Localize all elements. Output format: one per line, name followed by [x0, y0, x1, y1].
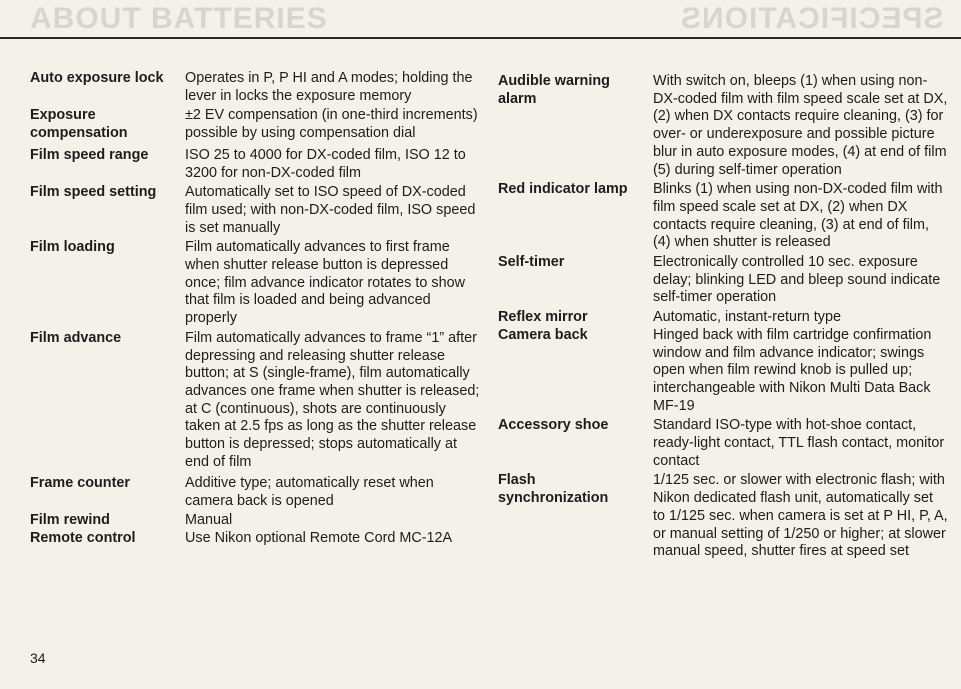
spec-desc: Blinks (1) when using non-DX-coded film with film speed scale set at DX, (2) when DX contacts require cleaning, (3) at end of film, (4) when shutter is released: [653, 181, 943, 251]
header-rule: [0, 37, 961, 39]
spec-entry: [30, 512, 480, 530]
spec-entry: [30, 89, 480, 142]
spec-desc: Use Nikon optional Remote Cord MC-12A: [185, 529, 453, 546]
spec-entry: [30, 475, 480, 510]
spec-column-right: [498, 70, 948, 561]
spec-term: Film speed range: [30, 146, 149, 163]
spec-term: Film rewind: [30, 511, 110, 528]
spec-term: Film speed setting: [30, 184, 157, 201]
spec-entry: [498, 472, 948, 561]
spec-desc: Standard ISO-type with hot-shoe contact, ready-light contact, TTL flash contact, monitor contact: [653, 417, 945, 469]
spec-desc: ±2 EV compensation (in one-third increments) possible by using compensation dial: [185, 107, 478, 142]
spec-entry: [30, 184, 480, 237]
spec-desc: With switch on, bleeps (1) when using non-DX-coded film with film speed scale set at DX, (2) when DX contacts require cleaning, (3) for over- or underexposure and possible picture blur in auto exposure modes, (4) at end of film (5) during self-timer operation: [653, 73, 948, 178]
spec-term: Audible warning alarm: [498, 73, 610, 107]
spec-entry: [30, 147, 480, 182]
spec-term: Self-timer: [498, 254, 565, 271]
spec-term: Accessory shoe: [498, 417, 609, 434]
show-through-title-right: SPECIFICATIONS: [679, 2, 943, 35]
spec-desc: Film automatically advances to first frame when shutter release button is depressed once; film advance indicator rotates to show that film is loaded and being advanced properly: [185, 239, 465, 327]
spec-entry: [30, 530, 480, 548]
spec-entry: [498, 309, 948, 327]
spec-term: Frame counter: [30, 475, 130, 492]
spec-desc: ISO 25 to 4000 for DX-coded film, ISO 12 to 3200 for non-DX-coded film: [185, 146, 466, 181]
spec-desc: Hinged back with film cartridge confirmation window and film advance indicator; swings open when film rewind knob is pulled up; interchangeable with Nikon Multi Data Back MF-19: [653, 326, 932, 414]
spec-entry: [30, 239, 480, 328]
spec-column-left: [30, 70, 480, 547]
spec-desc: Automatic, instant-return type: [653, 309, 841, 326]
spec-desc: Electronically controlled 10 sec. exposure delay; blinking LED and bleep sound indicate self-timer operation: [653, 254, 941, 306]
spec-desc: Additive type; automatically reset when camera back is opened: [185, 475, 434, 510]
spec-term: Film advance: [30, 329, 122, 346]
spec-entry: [498, 181, 948, 252]
spec-term: Film loading: [30, 239, 115, 256]
spec-term: Exposure compensation: [30, 107, 128, 142]
spec-desc: 1/125 sec. or slower with electronic flash; with Nikon dedicated flash unit, automatically set to 1/125 sec. when camera is set at P HI, P, A, or manual setting of 1/250 or higher; at slower manual speed, shutter fires at speed set: [653, 472, 948, 560]
spec-term: Auto exposure lock: [30, 70, 164, 86]
spec-term: Reflex mirror: [498, 309, 588, 326]
spec-term: Flash synchronization: [498, 472, 609, 507]
spec-desc: Manual: [185, 511, 233, 528]
spec-entry: [498, 254, 948, 307]
spec-entry: [498, 73, 948, 179]
spec-desc: Film automatically advances to frame “1” after depressing and releasing shutter release button; at S (single-frame), film automatically advances one frame when shutter is released; at C (continuous), shots are continuously taken at 2.5 fps as long as the shutter release button is depressed; stops automatically at end of film: [185, 329, 480, 470]
page-number: 34: [30, 650, 46, 666]
spec-term: Remote control: [30, 529, 136, 546]
spec-entry: [498, 417, 948, 470]
spec-entry: [30, 330, 480, 472]
spec-desc: Automatically set to ISO speed of DX-coded film used; with non-DX-coded film, ISO speed is set manually: [185, 184, 476, 236]
show-through-title-left: ABOUT BATTERIES: [30, 2, 328, 35]
spec-term: Camera back: [498, 326, 588, 343]
spec-term: Red indicator lamp: [498, 181, 628, 198]
spec-entry: [498, 327, 948, 416]
spec-desc: Operates in P, P HI and A modes; holding the lever in locks the exposure memory: [185, 70, 473, 104]
